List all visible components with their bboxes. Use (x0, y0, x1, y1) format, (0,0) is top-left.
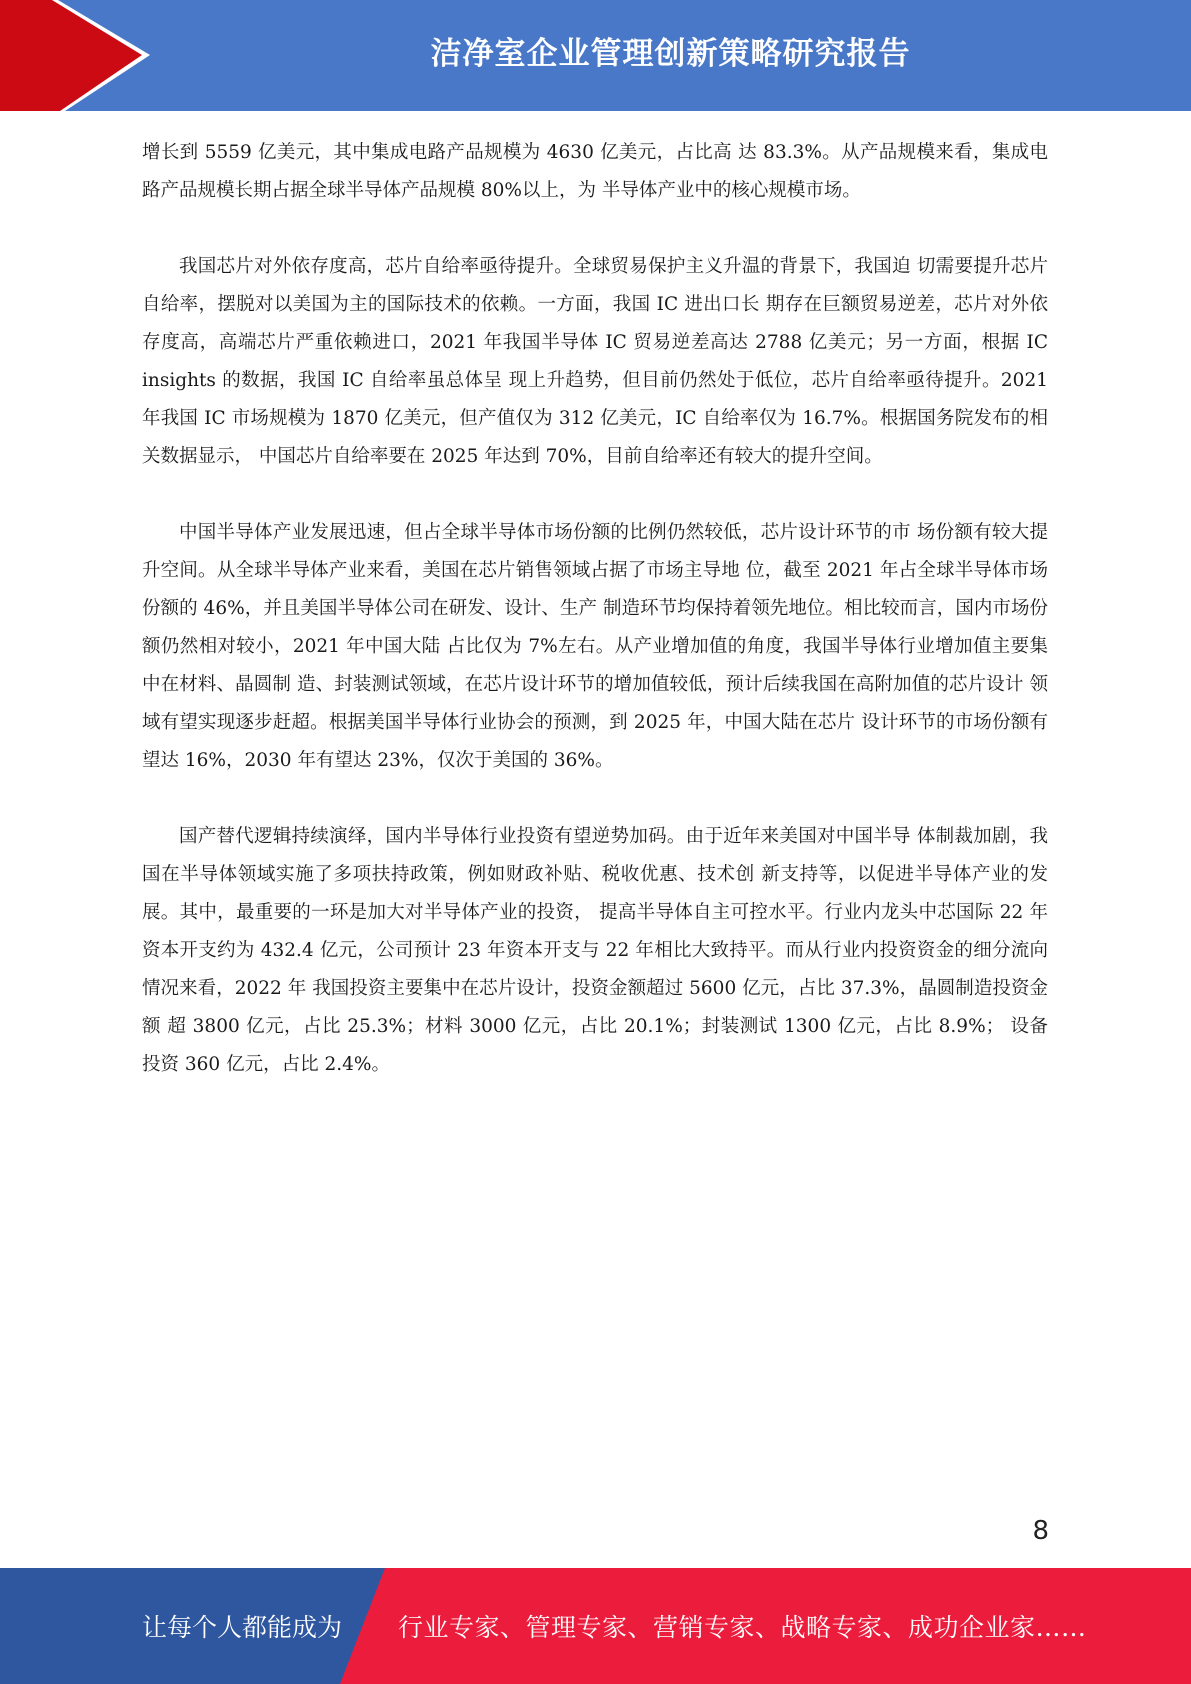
page-header (0, 0, 1191, 111)
page-footer (0, 1568, 1191, 1684)
document-body (142, 134, 1048, 1122)
paragraph-4: 国产替代逻辑持续演绎，国内半导体行业投资有望逆势加码。由于近年来美国对中国半导 体制裁加剧，我国在半导体领域实施了多项扶持政策，例如财政补贴、税收优惠、技术创 新支持等，以促进半导体产业的发展。其中，最重要的一环是加大对半导体产业的投资， 提高半导体自主可控水平。行业内龙头中芯国际 22 年资本开支约为 432.4 亿元，公司预计 23 年资本开支与 22 年相比大致持平。而从行业内投资资金的细分流向情况来看，2022 年 我国投资主要集中在芯片设计，投资金额超过 5600 亿元，占比 37.3%，晶圆制造投资金额 超 3800 亿元，占比 25.3%；材料 3000 亿元，占比 20.1%；封装测试 1300 亿元，占比 8.9%； 设备投资 360 亿元，占比 2.4%。 (142, 826, 1048, 1075)
paragraph-3: 中国半导体产业发展迅速，但占全球半导体市场份额的比例仍然较低，芯片设计环节的市 场份额有较大提升空间。从全球半导体产业来看，美国在芯片销售领域占据了市场主导地 位，截至 2021 年占全球半导体市场份额的 46%，并且美国半导体公司在研发、设计、生产 制造环节均保持着领先地位。相比较而言，国内市场份额仍然相对较小，2021 年中国大陆 占比仅为 7%左右。从产业增加值的角度，我国半导体行业增加值主要集中在材料、晶圆制 造、封装测试领域，在芯片设计环节的增加值较低，预计后续我国在高附加值的芯片设计 领域有望实现逐步赶超。根据美国半导体行业协会的预测，到 2025 年，中国大陆在芯片 设计环节的市场份额有望达 16%，2030 年有望达 23%，仅次于美国的 36%。 (142, 522, 1048, 771)
paragraph-2: 我国芯片对外依存度高，芯片自给率亟待提升。全球贸易保护主义升温的背景下，我国迫 切需要提升芯片自给率，摆脱对以美国为主的国际技术的依赖。一方面，我国 IC 进出口长 期存在巨额贸易逆差，芯片对外依存度高，高端芯片严重依赖进口，2021 年我国半导体 IC 贸易逆差高达 2788 亿美元；另一方面，根据 IC insights 的数据，我国 IC 自给率虽总体呈 现上升趋势，但目前仍然处于低位，芯片自给率亟待提升。2021 年我国 IC 市场规模为 1870 亿美元，但产值仅为 312 亿美元，IC 自给率仅为 16.7%。根据国务院发布的相关数据显示， 中国芯片自给率要在 2025 年达到 70%，目前自给率还有较大的提升空间。 (142, 256, 1049, 467)
page-title: 洁净室企业管理创新策略研究报告 (430, 36, 911, 72)
footer-slogan-right: 行业专家、管理专家、营销专家、战略专家、成功企业家…… (398, 1613, 1087, 1642)
page-number: 8 (1032, 1516, 1049, 1546)
paragraph-1: 增长到 5559 亿美元，其中集成电路产品规模为 4630 亿美元，占比高 达 83.3%。从产品规模来看，集成电路产品规模长期占据全球半导体产品规模 80%以上，为 半导体产业中的核心规模市场。 (142, 142, 1048, 201)
red-chevron-icon (0, 0, 160, 111)
footer-slogan-left: 让每个人都能成为 (142, 1613, 343, 1642)
